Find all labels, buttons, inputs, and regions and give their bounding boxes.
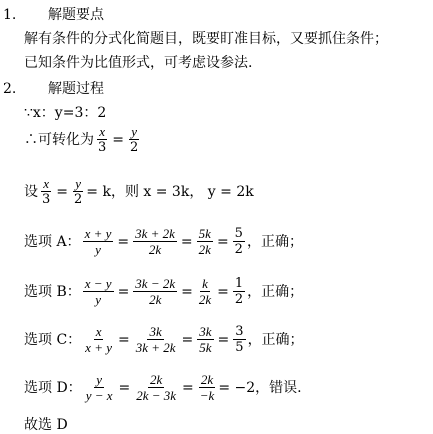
transform-line: ∴可转化为 $\frac{x}{3}$ = $\frac{y}{2}$ <box>24 124 139 155</box>
section-1-paragraph-2: 已知条件为比值形式，可考虑设参法. <box>24 55 253 71</box>
option-label: 选项 C： <box>24 331 82 348</box>
option-c-line: 选项 C： $\frac{x}{x + y}$ = $\frac{3k}{3k + 2k}$ = $\frac{3k}{5k}$ = $\frac{3}{5}$ ，正确； <box>24 324 304 355</box>
section-1-paragraph-1: 解有条件的分式化简题目，既要盯准目标，又要抓住条件； <box>24 31 388 47</box>
option-result: ，正确； <box>246 233 303 250</box>
option-a-line: 选项 A： $\frac{x + y}{y}$ = $\frac{3k + 2k}{2k}$ = $\frac{5k}{2k}$ = $\frac{5}{2}$ ，正确； <box>24 226 303 257</box>
option-label: 选项 B： <box>24 283 81 300</box>
option-label: 选项 A： <box>24 233 81 250</box>
fraction: $\frac{y}{y - x}$ <box>85 372 113 403</box>
let-prefix: 设 <box>24 183 38 200</box>
option-result: ，正确； <box>247 331 304 348</box>
fraction: $\frac{x - y}{y}$ <box>84 276 112 307</box>
fraction: $\frac{x}{x + y}$ <box>85 324 112 355</box>
fraction: $\frac{k}{2k}$ <box>198 276 212 307</box>
fraction: $\frac{x + y}{y}$ <box>84 226 112 257</box>
fraction: $\frac{3}{5}$ <box>235 324 244 355</box>
fraction: $\frac{1}{2}$ <box>234 276 244 307</box>
fraction: $\frac{y}{2}$ <box>130 124 139 155</box>
fraction: $\frac{x}{3}$ <box>98 124 107 155</box>
fraction: $\frac{5}{2}$ <box>234 226 243 257</box>
option-tail: = −2 <box>218 379 256 396</box>
section-2-number: 2. <box>3 81 17 97</box>
option-label: 选项 D： <box>24 379 82 396</box>
option-result: ，正确； <box>247 283 304 300</box>
fraction: $\frac{3k}{3k + 2k}$ <box>135 324 176 355</box>
fraction: $\frac{3k + 2k}{2k}$ <box>135 226 175 257</box>
section-1-heading: 解题要点 <box>48 7 104 23</box>
option-b-line: 选项 B： $\frac{x - y}{y}$ = $\frac{3k - 2k}{2k}$ = $\frac{k}{2k}$ = $\frac{1}{2}$ ，正确； <box>24 276 304 307</box>
fraction: $\frac{x}{3}$ <box>42 176 51 207</box>
fraction: $\frac{3k}{5k}$ <box>199 324 212 355</box>
given-ratio: ∵x：y=3：2 <box>24 105 107 121</box>
fraction: $\frac{5k}{2k}$ <box>198 226 211 257</box>
option-d-line: 选项 D： $\frac{y}{y - x}$ = $\frac{2k}{2k - 3k}$ = $\frac{2k}{-k}$ = −2 ，错误. <box>24 372 302 403</box>
fraction: $\frac{y}{2}$ <box>74 176 83 207</box>
fraction: $\frac{2k}{-k}$ <box>199 372 215 403</box>
fraction: $\frac{2k}{2k - 3k}$ <box>136 372 177 403</box>
option-result: ，错误. <box>255 379 302 396</box>
let-line: 设 $\frac{x}{3}$ = $\frac{y}{2}$ = k，则 x = 3k， y = 2k <box>24 176 254 207</box>
transform-prefix: ∴可转化为 <box>24 131 94 148</box>
section-2-heading: 解题过程 <box>48 81 104 97</box>
let-tail: = k，则 x = 3k， y = 2k <box>86 183 254 200</box>
conclusion: 故选 D <box>24 417 68 433</box>
fraction: $\frac{3k - 2k}{2k}$ <box>135 276 176 307</box>
section-1-number: 1. <box>3 7 17 23</box>
